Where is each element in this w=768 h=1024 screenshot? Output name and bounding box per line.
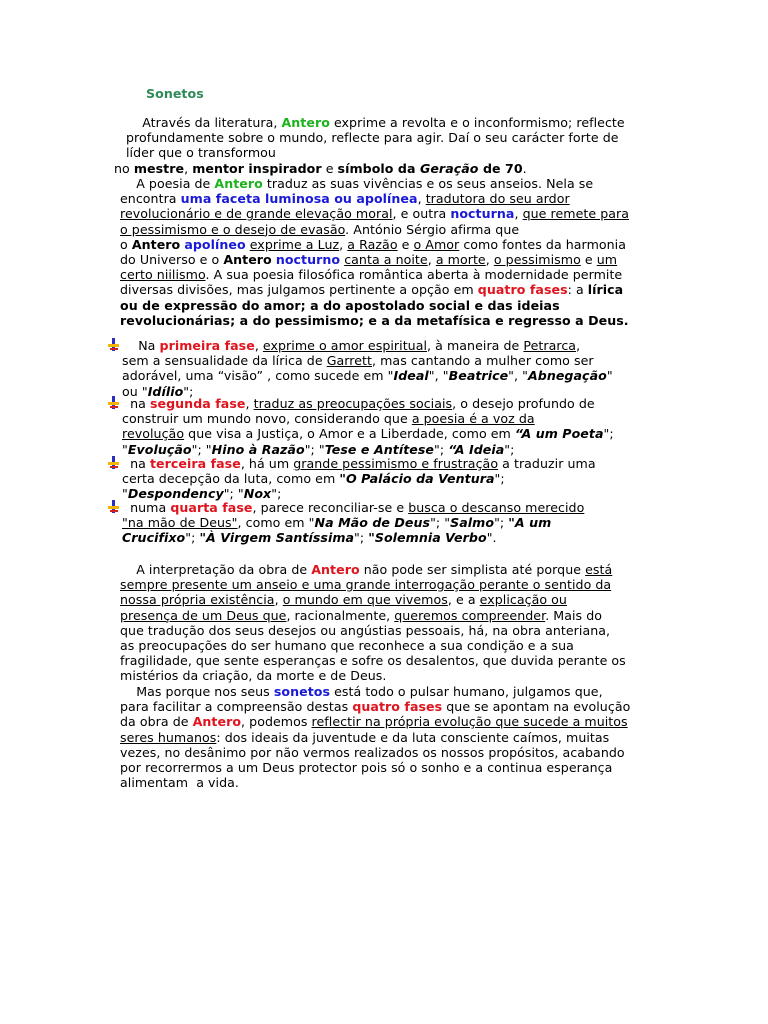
highlight-antero: Antero bbox=[281, 115, 330, 130]
bullet-icon bbox=[108, 396, 119, 410]
bullet-item-second-phase bbox=[122, 396, 652, 457]
underlined-line: sempre presente um anseio e uma grande interrogação perante o sentido da bbox=[120, 577, 612, 593]
text: " bbox=[606, 368, 613, 384]
text: . António Sérgio afirma que bbox=[345, 221, 520, 237]
highlight-red: quatro fases bbox=[477, 282, 568, 298]
text: encontra bbox=[120, 191, 181, 207]
underlined-text: o pessimismo bbox=[493, 251, 581, 267]
paragraph-interpretation bbox=[120, 562, 650, 684]
text: adorável, uma “visão” , como sucede em " bbox=[122, 368, 394, 384]
text: Na bbox=[122, 338, 160, 353]
text: está todo o pulsar humano, julgamos que, bbox=[330, 684, 603, 699]
underlined-text: a poesia é a voz da bbox=[411, 411, 535, 427]
text: diversas divisões, mas julgamos pertinente a opção em bbox=[120, 282, 478, 298]
bullet-item-first-phase bbox=[122, 338, 652, 399]
text: , há um bbox=[240, 456, 294, 471]
text: "; bbox=[494, 515, 509, 531]
underlined-text: queremos compreender bbox=[394, 607, 546, 623]
page-title: Sonetos bbox=[146, 86, 204, 101]
text: "; bbox=[271, 486, 282, 502]
text: , e outra bbox=[392, 206, 451, 222]
text: : dos ideais da juventude e da luta consciente caímos, muitas bbox=[216, 729, 610, 745]
text: traduz as suas vivências e os seus anseios. Nela se bbox=[262, 176, 594, 191]
underlined-text: exprime o amor espiritual bbox=[262, 338, 428, 353]
italic-text: "O Palácio da Ventura bbox=[339, 471, 495, 487]
bold-text: símbolo da bbox=[337, 160, 420, 176]
underlined-text: explicação ou bbox=[479, 592, 567, 608]
italic-text: “A um Poeta bbox=[514, 426, 604, 442]
paragraph-conclusion bbox=[120, 684, 650, 790]
text: "; bbox=[185, 530, 200, 546]
text: e bbox=[580, 251, 597, 267]
text: não pode ser simplista até porque bbox=[359, 562, 586, 577]
italic-text: Salmo bbox=[450, 515, 495, 531]
italic-text: Crucifixo bbox=[122, 530, 186, 546]
text: "; bbox=[354, 530, 369, 546]
text: ". bbox=[486, 530, 497, 546]
text: , bbox=[339, 236, 348, 252]
text: "; bbox=[434, 441, 449, 457]
underlined-text: o Amor bbox=[413, 236, 460, 252]
italic-text: Tese e Antítese bbox=[324, 441, 434, 457]
text: , bbox=[254, 338, 263, 353]
text: certa decepção da luta, como em bbox=[122, 471, 340, 487]
text: , bbox=[427, 251, 436, 267]
bullet-icon bbox=[108, 500, 119, 514]
text: que se apontam na evolução bbox=[442, 699, 631, 715]
text-line: vezes, no desânimo por não vermos realizados os nossos propósitos, acabando bbox=[120, 744, 625, 760]
bold-text: mestre bbox=[133, 160, 185, 176]
text: ", " bbox=[508, 368, 528, 384]
bold-text: de 70 bbox=[478, 160, 523, 176]
bullet-item-third-phase bbox=[122, 456, 652, 502]
text: : a bbox=[567, 282, 588, 298]
underlined-text: traduz as preocupações sociais bbox=[253, 396, 453, 411]
text: , como em " bbox=[237, 515, 315, 531]
text: , bbox=[184, 160, 193, 176]
text: " bbox=[122, 486, 128, 502]
text: "; bbox=[183, 383, 194, 399]
highlight-blue: uma faceta luminosa ou apolínea bbox=[180, 191, 418, 207]
text-line: fragilidade, que sente esperanças e sofre os desalentos, que duvida perante os bbox=[120, 653, 626, 669]
text: o bbox=[120, 236, 132, 252]
text: para facilitar a compreensão destas bbox=[120, 699, 353, 715]
underlined-text: grande pessimismo e frustração bbox=[293, 456, 499, 471]
text: A interpretação da obra de bbox=[120, 562, 312, 577]
text: ", " bbox=[428, 368, 449, 384]
text: que visa a Justiça, o Amor e a Liberdade, como em bbox=[184, 426, 515, 442]
bold-text: mentor inspirador bbox=[192, 160, 322, 176]
italic-text: Na Mão de Deus bbox=[314, 515, 431, 531]
italic-text: Idílio bbox=[147, 383, 184, 399]
underlined-text: Petrarca bbox=[523, 338, 577, 353]
text: , bbox=[485, 251, 494, 267]
highlight-red: segunda fase bbox=[149, 396, 246, 411]
text: sem a sensualidade da lírica de bbox=[122, 353, 327, 369]
text: a traduzir uma bbox=[498, 456, 596, 471]
highlight-blue: nocturno bbox=[275, 251, 341, 267]
paragraph-poetry bbox=[120, 176, 650, 328]
text: . A sua poesia filosófica romântica aberta à modernidade permite bbox=[205, 267, 623, 283]
underlined-text: revolucionário e de grande elevação moral bbox=[120, 206, 393, 222]
text: ou " bbox=[122, 383, 148, 399]
text: A poesia de bbox=[120, 176, 215, 191]
bold-line: ou de expressão do amor; a do apostolado social e das ideias bbox=[120, 297, 560, 313]
text: "; " bbox=[191, 441, 212, 457]
text: , racionalmente, bbox=[286, 607, 395, 623]
text: "; " bbox=[304, 441, 325, 457]
paragraph-intro bbox=[114, 115, 656, 176]
underlined-text: que remete para bbox=[522, 206, 630, 222]
text: "; " bbox=[223, 486, 244, 502]
italic-text: Abnegação bbox=[527, 368, 607, 384]
text: "; bbox=[603, 426, 614, 442]
text: da obra de bbox=[120, 714, 193, 730]
highlight-red: quatro fases bbox=[352, 699, 443, 715]
text: exprime a revolta e o inconformismo; reflecte bbox=[329, 115, 625, 130]
italic-text: Hino à Razão bbox=[211, 441, 305, 457]
text: , bbox=[514, 206, 523, 222]
underlined-text: o mundo em que vivemos bbox=[282, 592, 448, 608]
text: "; bbox=[494, 471, 505, 487]
text: numa bbox=[122, 500, 171, 515]
highlight-antero: Antero bbox=[192, 714, 242, 730]
text: , mas cantando a mulher como ser bbox=[372, 353, 594, 369]
text-line: mistérios da criação, da morte e de Deus. bbox=[120, 668, 387, 684]
underlined-text: tradutora do seu ardor bbox=[425, 191, 570, 207]
text: , podemos bbox=[241, 714, 312, 730]
text: como fontes da harmonia bbox=[459, 236, 626, 252]
text: , bbox=[245, 396, 254, 411]
underlined-text: presença de um Deus que bbox=[120, 607, 287, 623]
text: . Mais do bbox=[545, 607, 602, 623]
text: e bbox=[321, 160, 338, 176]
bold-text: lírica bbox=[587, 282, 624, 298]
text: , bbox=[417, 191, 426, 207]
underlined-text: canta a noite bbox=[344, 251, 428, 267]
text: na bbox=[122, 456, 150, 471]
underlined-text: nossa própria existência bbox=[120, 592, 275, 608]
text: do Universo e o bbox=[120, 251, 224, 267]
text: "; " bbox=[430, 515, 451, 531]
italic-text: "A um bbox=[508, 515, 552, 531]
text-line: profundamente sobre o mundo, reflecte para agir. Daí o seu carácter forte de bbox=[126, 130, 619, 146]
highlight-antero: Antero bbox=[311, 562, 360, 577]
underlined-text: busca o descanso merecido bbox=[408, 500, 585, 515]
highlight-red: quarta fase bbox=[170, 500, 253, 515]
text: construir um mundo novo, considerando que bbox=[122, 411, 412, 427]
text: , parece reconciliar-se e bbox=[252, 500, 409, 515]
bold-line: revolucionárias; a do pessimismo; e a da metafísica e regresso a Deus. bbox=[120, 312, 629, 328]
italic-text: Beatrice bbox=[448, 368, 509, 384]
underlined-text: seres humanos bbox=[120, 729, 217, 745]
text: . bbox=[522, 160, 527, 176]
text: , o desejo profundo de bbox=[452, 396, 595, 411]
text: "; bbox=[504, 441, 515, 457]
bold-text: Antero bbox=[223, 251, 272, 267]
text: , bbox=[274, 592, 283, 608]
italic-text: Despondency bbox=[127, 486, 224, 502]
text-line: as preocupações do ser humano que reconhece a sua condição e a sua bbox=[120, 637, 574, 653]
underlined-text: a Razão bbox=[347, 236, 398, 252]
italic-text: Geração bbox=[419, 160, 479, 176]
text: e bbox=[397, 236, 414, 252]
text-line: líder que o transformou bbox=[126, 145, 276, 161]
highlight-red: primeira fase bbox=[159, 338, 255, 353]
text: Através da literatura, bbox=[126, 115, 282, 130]
italic-text: "Solemnia Verbo bbox=[368, 530, 487, 546]
italic-text: “A Ideia bbox=[448, 441, 505, 457]
text: na bbox=[122, 396, 150, 411]
text: , à maneira de bbox=[427, 338, 524, 353]
underlined-text: reflectir na própria evolução que sucede a muitos bbox=[311, 714, 628, 730]
text-line: por recorrermos a um Deus protector pois só o sonho e a continua esperança bbox=[120, 759, 613, 775]
italic-text: Nox bbox=[243, 486, 272, 502]
text: Mas porque nos seus bbox=[120, 684, 274, 699]
text: no bbox=[114, 160, 134, 176]
underlined-text: a morte bbox=[435, 251, 486, 267]
text: , e a bbox=[447, 592, 480, 608]
highlight-antero: Antero bbox=[214, 176, 263, 191]
highlight-red: terceira fase bbox=[149, 456, 241, 471]
underlined-text: "na mão de Deus" bbox=[122, 515, 238, 531]
text-line: que tradução dos seus desejos ou angústias pessoais, há, na obra anteriana, bbox=[120, 622, 611, 638]
bold-text: Antero bbox=[131, 236, 181, 252]
underlined-text: o pessimismo e o desejo de evasão bbox=[120, 221, 346, 237]
italic-text: "À Virgem Santíssima bbox=[199, 530, 355, 546]
italic-text: Evolução bbox=[127, 441, 192, 457]
underlined-text: um bbox=[596, 251, 618, 267]
bullet-icon bbox=[108, 338, 119, 352]
underlined-text: Garrett bbox=[326, 353, 372, 369]
text-line: alimentam a vida. bbox=[120, 775, 239, 791]
underlined-text: está bbox=[585, 562, 613, 577]
highlight-blue: apolíneo bbox=[184, 236, 246, 252]
underlined-text: certo niilismo bbox=[120, 267, 206, 283]
bullet-icon bbox=[108, 456, 119, 470]
bullet-item-fourth-phase bbox=[122, 500, 652, 546]
text: , bbox=[576, 338, 581, 353]
underlined-text: revolução bbox=[122, 426, 185, 442]
highlight-blue: nocturna bbox=[450, 206, 515, 222]
underlined-text: exprime a Luz bbox=[249, 236, 340, 252]
highlight-blue: sonetos bbox=[273, 684, 331, 699]
text: " bbox=[122, 441, 128, 457]
italic-text: Ideal bbox=[393, 368, 429, 384]
